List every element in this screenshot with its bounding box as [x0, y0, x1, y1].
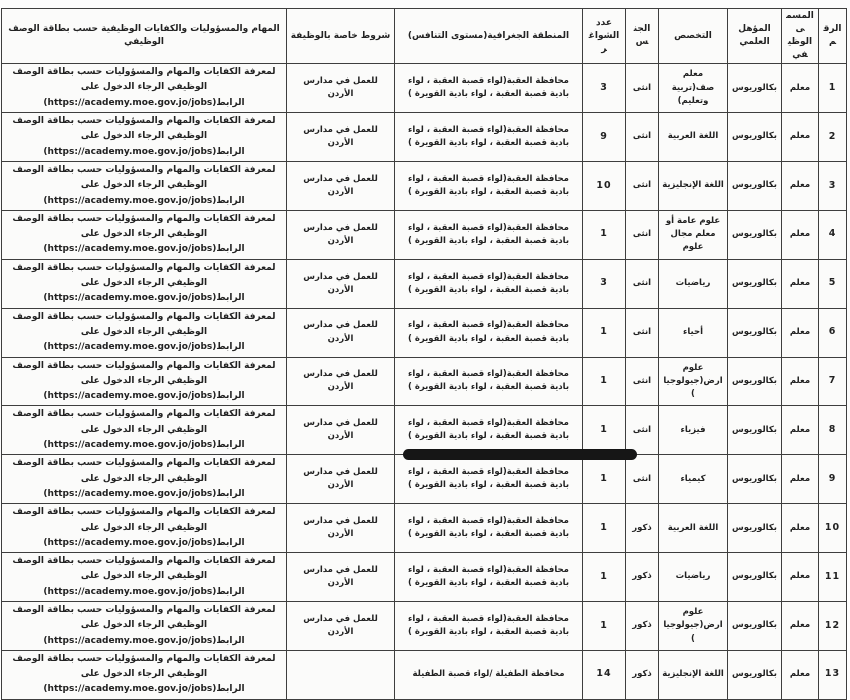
table-row [2, 406, 847, 455]
cell-row-number: 11 [819, 553, 847, 602]
column-header-vacancies: عدد الشواغر [583, 9, 626, 64]
cell-tasks-link-text: لمعرفة الكفايات والمهام والمسؤوليات حسب بطاقة الوصف الوظيفي الرجاء الدخول على الرابط(https://academy.moe.gov.jo/jobs) [2, 113, 287, 162]
cell-qualification: بكالوريوس [728, 553, 782, 602]
cell-geographic-region: محافظة العقبة(لواء قصبة العقبة ، لواء بادية قصبة العقبة ، لواء بادية القويرة ) [395, 601, 583, 650]
cell-geographic-region: محافظة العقبة(لواء قصبة العقبة ، لواء بادية قصبة العقبة ، لواء بادية القويرة ) [395, 357, 583, 406]
cell-vacancy-count: 1 [583, 553, 626, 602]
cell-row-number: 3 [819, 161, 847, 210]
cell-special-conditions: للعمل في مدارس الأردن [287, 553, 395, 602]
cell-geographic-region: محافظة العقبة(لواء قصبة العقبة ، لواء بادية قصبة العقبة ، لواء بادية القويرة ) [395, 308, 583, 357]
cell-special-conditions: للعمل في مدارس الأردن [287, 406, 395, 455]
cell-tasks-link-text: لمعرفة الكفايات والمهام والمسؤوليات حسب بطاقة الوصف الوظيفي الرجاء الدخول على الرابط(https://academy.moe.gov.jo/jobs) [2, 64, 287, 113]
table-row [2, 161, 847, 210]
cell-specialization: اللغة الإنجليزية [659, 161, 728, 210]
cell-vacancy-count: 1 [583, 406, 626, 455]
cell-gender: انثى [626, 455, 659, 504]
cell-specialization: أحياء [659, 308, 728, 357]
cell-job-title: معلم [782, 259, 819, 308]
cell-qualification: بكالوريوس [728, 210, 782, 259]
cell-row-number: 2 [819, 113, 847, 162]
cell-gender: ذكور [626, 504, 659, 553]
cell-specialization: علوم ارض(جيولوجيا) [659, 601, 728, 650]
cell-geographic-region: محافظة العقبة(لواء قصبة العقبة ، لواء بادية قصبة العقبة ، لواء بادية القويرة ) [395, 455, 583, 504]
cell-qualification: بكالوريوس [728, 650, 782, 699]
table-row [2, 650, 847, 699]
cell-tasks-link-text: لمعرفة الكفايات والمهام والمسؤوليات حسب بطاقة الوصف الوظيفي الرجاء الدخول على الرابط(https://academy.moe.gov.jo/jobs) [2, 601, 287, 650]
table-header-row [2, 9, 847, 64]
table-row [2, 210, 847, 259]
cell-row-number: 6 [819, 308, 847, 357]
cell-row-number: 8 [819, 406, 847, 455]
cell-special-conditions: للعمل في مدارس الأردن [287, 601, 395, 650]
column-header-conditions: شروط خاصة بالوظيفة [287, 9, 395, 64]
column-header-specialization: التخصص [659, 9, 728, 64]
cell-gender: ذكور [626, 553, 659, 602]
cell-vacancy-count: 3 [583, 64, 626, 113]
cell-tasks-link-text: لمعرفة الكفايات والمهام والمسؤوليات حسب بطاقة الوصف الوظيفي الرجاء الدخول على الرابط(https://academy.moe.gov.jo/jobs) [2, 455, 287, 504]
cell-row-number: 9 [819, 455, 847, 504]
cell-vacancy-count: 1 [583, 601, 626, 650]
cell-geographic-region: محافظة العقبة(لواء قصبة العقبة ، لواء بادية قصبة العقبة ، لواء بادية القويرة ) [395, 113, 583, 162]
cell-gender: انثى [626, 357, 659, 406]
cell-row-number: 13 [819, 650, 847, 699]
cell-vacancy-count: 1 [583, 308, 626, 357]
table-row [2, 601, 847, 650]
cell-vacancy-count: 1 [583, 210, 626, 259]
cell-special-conditions: للعمل في مدارس الأردن [287, 455, 395, 504]
table-row [2, 64, 847, 113]
cell-geographic-region: محافظة العقبة(لواء قصبة العقبة ، لواء بادية قصبة العقبة ، لواء بادية القويرة ) [395, 504, 583, 553]
cell-tasks-link-text: لمعرفة الكفايات والمهام والمسؤوليات حسب بطاقة الوصف الوظيفي الرجاء الدخول على الرابط(https://academy.moe.gov.jo/jobs) [2, 357, 287, 406]
cell-gender: انثى [626, 259, 659, 308]
cell-tasks-link-text: لمعرفة الكفايات والمهام والمسؤوليات حسب بطاقة الوصف الوظيفي الرجاء الدخول على الرابط(https://academy.moe.gov.jo/jobs) [2, 259, 287, 308]
table-row [2, 259, 847, 308]
cell-tasks-link-text: لمعرفة الكفايات والمهام والمسؤوليات حسب بطاقة الوصف الوظيفي الرجاء الدخول على الرابط(https://academy.moe.gov.jo/jobs) [2, 553, 287, 602]
cell-job-title: معلم [782, 650, 819, 699]
column-header-qualification: المؤهل العلمي [728, 9, 782, 64]
cell-qualification: بكالوريوس [728, 601, 782, 650]
cell-job-title: معلم [782, 553, 819, 602]
cell-geographic-region: محافظة العقبة(لواء قصبة العقبة ، لواء بادية قصبة العقبة ، لواء بادية القويرة ) [395, 210, 583, 259]
cell-qualification: بكالوريوس [728, 64, 782, 113]
cell-job-title: معلم [782, 504, 819, 553]
cell-special-conditions: للعمل في مدارس الأردن [287, 259, 395, 308]
cell-special-conditions: للعمل في مدارس الأردن [287, 504, 395, 553]
column-header-job-title: المسمى الوظيفي [782, 9, 819, 64]
cell-tasks-link-text: لمعرفة الكفايات والمهام والمسؤوليات حسب بطاقة الوصف الوظيفي الرجاء الدخول على الرابط(https://academy.moe.gov.jo/jobs) [2, 210, 287, 259]
cell-vacancy-count: 10 [583, 161, 626, 210]
cell-gender: ذكور [626, 601, 659, 650]
cell-qualification: بكالوريوس [728, 406, 782, 455]
cell-geographic-region: محافظة العقبة(لواء قصبة العقبة ، لواء بادية قصبة العقبة ، لواء بادية القويرة ) [395, 161, 583, 210]
cell-vacancy-count: 1 [583, 504, 626, 553]
cell-gender: انثى [626, 210, 659, 259]
cell-geographic-region: محافظة العقبة(لواء قصبة العقبة ، لواء بادية قصبة العقبة ، لواء بادية القويرة ) [395, 64, 583, 113]
cell-special-conditions: للعمل في مدارس الأردن [287, 64, 395, 113]
column-header-number: الرقم [819, 9, 847, 64]
cell-specialization: فيزياء [659, 406, 728, 455]
jobs-table [1, 8, 847, 700]
cell-special-conditions: للعمل في مدارس الأردن [287, 308, 395, 357]
cell-gender: انثى [626, 406, 659, 455]
cell-geographic-region: محافظة العقبة(لواء قصبة العقبة ، لواء بادية قصبة العقبة ، لواء بادية القويرة ) [395, 406, 583, 455]
table-row [2, 308, 847, 357]
cell-specialization: كيمياء [659, 455, 728, 504]
cell-job-title: معلم [782, 308, 819, 357]
cell-tasks-link-text: لمعرفة الكفايات والمهام والمسؤوليات حسب بطاقة الوصف الوظيفي الرجاء الدخول على الرابط(https://academy.moe.gov.jo/jobs) [2, 308, 287, 357]
table-row [2, 113, 847, 162]
table-row [2, 455, 847, 504]
cell-qualification: بكالوريوس [728, 259, 782, 308]
cell-specialization: معلم صف(تربية وتعليم) [659, 64, 728, 113]
cell-qualification: بكالوريوس [728, 161, 782, 210]
cell-specialization: اللغة العربية [659, 113, 728, 162]
cell-special-conditions: للعمل في مدارس الأردن [287, 210, 395, 259]
cell-qualification: بكالوريوس [728, 455, 782, 504]
cell-job-title: معلم [782, 357, 819, 406]
column-header-tasks: المهام والمسؤوليات والكفايات الوظيفية حسب بطاقة الوصف الوظيفي [2, 9, 287, 64]
cell-job-title: معلم [782, 455, 819, 504]
table-row [2, 553, 847, 602]
cell-gender: انثى [626, 161, 659, 210]
jobs-table-body [2, 64, 847, 700]
cell-qualification: بكالوريوس [728, 504, 782, 553]
cell-vacancy-count: 1 [583, 455, 626, 504]
column-header-gender: الجنس [626, 9, 659, 64]
cell-special-conditions: للعمل في مدارس الأردن [287, 357, 395, 406]
cell-geographic-region: محافظة الطفيلة /لواء قصبة الطفيلة [395, 650, 583, 699]
cell-row-number: 10 [819, 504, 847, 553]
cell-tasks-link-text: لمعرفة الكفايات والمهام والمسؤوليات حسب بطاقة الوصف الوظيفي الرجاء الدخول على الرابط(https://academy.moe.gov.jo/jobs) [2, 406, 287, 455]
cell-tasks-link-text: لمعرفة الكفايات والمهام والمسؤوليات حسب بطاقة الوصف الوظيفي الرجاء الدخول على الرابط(https://academy.moe.gov.jo/jobs) [2, 650, 287, 699]
cell-specialization: علوم عامة أو معلم مجال علوم [659, 210, 728, 259]
cell-vacancy-count: 14 [583, 650, 626, 699]
cell-specialization: رياضيات [659, 259, 728, 308]
cell-vacancy-count: 1 [583, 357, 626, 406]
cell-special-conditions: للعمل في مدارس الأردن [287, 113, 395, 162]
cell-specialization: اللغة العربية [659, 504, 728, 553]
cell-vacancy-count: 3 [583, 259, 626, 308]
cell-job-title: معلم [782, 601, 819, 650]
cell-job-title: معلم [782, 406, 819, 455]
table-row [2, 504, 847, 553]
cell-qualification: بكالوريوس [728, 113, 782, 162]
cell-row-number: 4 [819, 210, 847, 259]
cell-special-conditions: للعمل في مدارس الأردن [287, 161, 395, 210]
column-header-region: المنطقة الجغرافية(مستوى التنافس) [395, 9, 583, 64]
cell-row-number: 5 [819, 259, 847, 308]
cell-job-title: معلم [782, 64, 819, 113]
cell-row-number: 7 [819, 357, 847, 406]
cell-geographic-region: محافظة العقبة(لواء قصبة العقبة ، لواء بادية قصبة العقبة ، لواء بادية القويرة ) [395, 553, 583, 602]
cell-vacancy-count: 9 [583, 113, 626, 162]
cell-specialization: رياضيات [659, 553, 728, 602]
cell-gender: انثى [626, 308, 659, 357]
cell-tasks-link-text: لمعرفة الكفايات والمهام والمسؤوليات حسب بطاقة الوصف الوظيفي الرجاء الدخول على الرابط(https://academy.moe.gov.jo/jobs) [2, 161, 287, 210]
cell-row-number: 1 [819, 64, 847, 113]
table-row [2, 357, 847, 406]
cell-gender: انثى [626, 113, 659, 162]
cell-specialization: علوم ارض(جيولوجيا) [659, 357, 728, 406]
cell-job-title: معلم [782, 161, 819, 210]
cell-job-title: معلم [782, 210, 819, 259]
cell-qualification: بكالوريوس [728, 308, 782, 357]
cell-special-conditions [287, 650, 395, 699]
cell-specialization: اللغة الإنجليزية [659, 650, 728, 699]
horizontal-scrollbar-thumb[interactable] [403, 449, 637, 460]
cell-gender: انثى [626, 64, 659, 113]
cell-gender: ذكور [626, 650, 659, 699]
cell-job-title: معلم [782, 113, 819, 162]
cell-qualification: بكالوريوس [728, 357, 782, 406]
cell-geographic-region: محافظة العقبة(لواء قصبة العقبة ، لواء بادية قصبة العقبة ، لواء بادية القويرة ) [395, 259, 583, 308]
cell-row-number: 12 [819, 601, 847, 650]
cell-tasks-link-text: لمعرفة الكفايات والمهام والمسؤوليات حسب بطاقة الوصف الوظيفي الرجاء الدخول على الرابط(https://academy.moe.gov.jo/jobs) [2, 504, 287, 553]
